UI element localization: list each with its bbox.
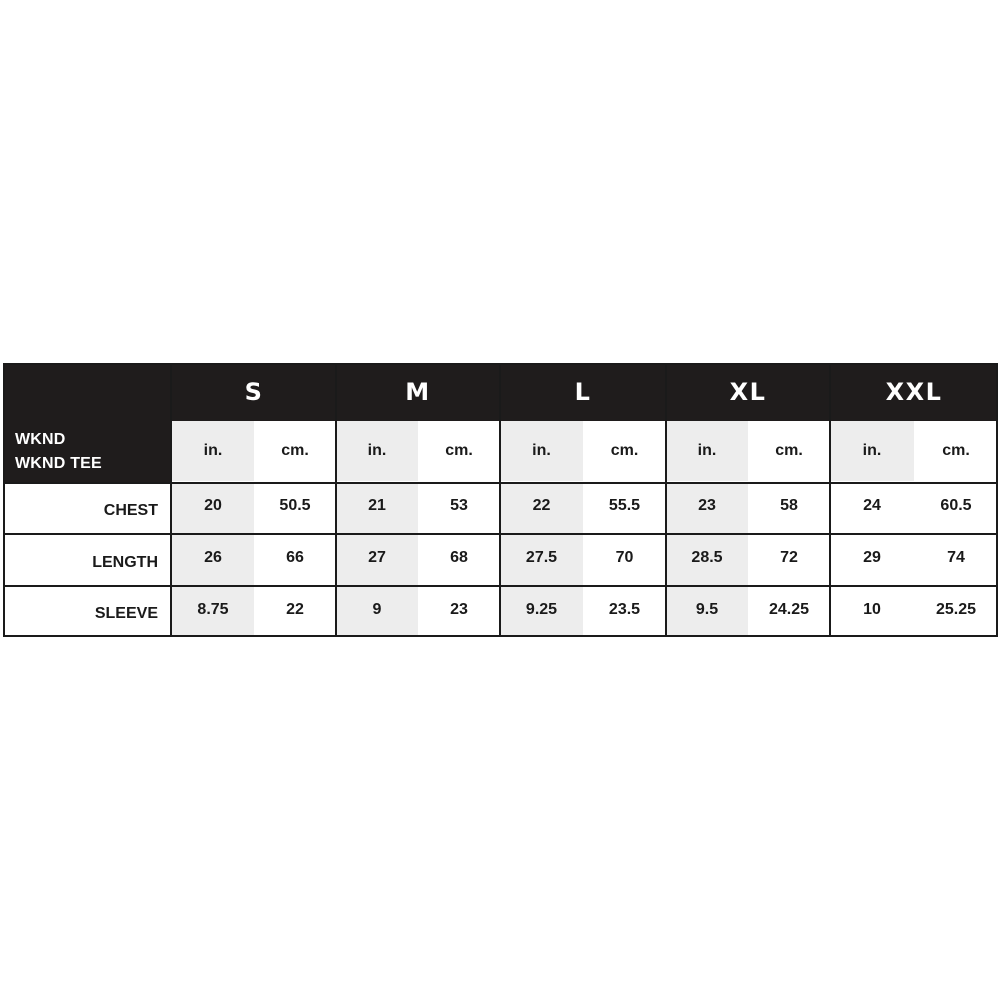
unit-label-cm: cm. <box>445 442 473 459</box>
size-header-m: M <box>336 363 500 421</box>
grid-line <box>335 363 337 637</box>
chest-l-cm: 55.5 <box>608 497 641 514</box>
sleeve-xl-cm: 24.25 <box>768 601 810 618</box>
unit-label-in: in. <box>666 421 748 481</box>
brand-name: WKND <box>15 431 66 448</box>
unit-label-cm: cm. <box>610 442 639 459</box>
sleeve-xxl-cm: 25.25 <box>935 601 977 618</box>
grid-line <box>3 533 998 535</box>
chest-xxl-cm: 60.5 <box>940 497 972 514</box>
length-l-cm: 70 <box>615 549 634 566</box>
chest-s-cm: 50.5 <box>279 497 311 514</box>
brand-header-cell <box>3 363 172 483</box>
length-m-in: 27 <box>336 535 418 581</box>
grid-line <box>3 585 998 587</box>
grid-line <box>499 363 501 637</box>
size-header-s: S <box>172 363 336 421</box>
unit-label-cm: cm. <box>775 442 803 459</box>
length-xxl-cm: 74 <box>947 549 965 566</box>
chest-s-in: 20 <box>172 483 254 529</box>
row-label-chest: CHEST <box>103 502 158 519</box>
sleeve-l-in: 9.25 <box>500 587 583 637</box>
length-xl-cm: 72 <box>780 549 798 566</box>
row-label-length: LENGTH <box>92 554 158 571</box>
grid-line <box>665 363 667 637</box>
unit-label-in: in. <box>500 421 583 481</box>
unit-label-cm: cm. <box>942 442 970 459</box>
sleeve-m-in: 9 <box>336 587 418 637</box>
sleeve-m-cm: 23 <box>450 601 468 618</box>
size-header-l: L <box>500 363 666 421</box>
size-header-xxl: XXL <box>830 363 998 421</box>
grid-line <box>829 363 831 637</box>
length-l-in: 27.5 <box>500 535 583 581</box>
length-xxl-in: 29 <box>863 549 881 566</box>
size-header-xl: XL <box>666 363 830 421</box>
length-s-in: 26 <box>172 535 254 581</box>
size-chart <box>3 363 998 637</box>
row-label-sleeve: SLEEVE <box>94 605 158 622</box>
sleeve-xl-in: 9.5 <box>666 587 748 637</box>
sleeve-l-cm: 23.5 <box>608 601 641 618</box>
grid-line <box>170 363 172 637</box>
sleeve-xxl-in: 10 <box>863 601 881 618</box>
product-name: WKND TEE <box>15 455 102 472</box>
chest-xxl-in: 24 <box>863 497 881 514</box>
unit-label-in: in. <box>336 421 418 481</box>
sleeve-s-in: 8.75 <box>172 587 254 637</box>
unit-label-in: in. <box>172 421 254 481</box>
chest-l-in: 22 <box>500 483 583 529</box>
chest-m-cm: 53 <box>450 497 468 514</box>
grid-line <box>3 482 998 484</box>
chest-m-in: 21 <box>336 483 418 529</box>
chest-xl-in: 23 <box>666 483 748 529</box>
length-m-cm: 68 <box>450 549 468 566</box>
length-xl-in: 28.5 <box>666 535 748 581</box>
unit-label-cm: cm. <box>281 442 309 459</box>
chest-xl-cm: 58 <box>780 497 798 514</box>
unit-label-in: in. <box>830 421 914 481</box>
sleeve-s-cm: 22 <box>286 601 304 618</box>
length-s-cm: 66 <box>286 549 304 566</box>
